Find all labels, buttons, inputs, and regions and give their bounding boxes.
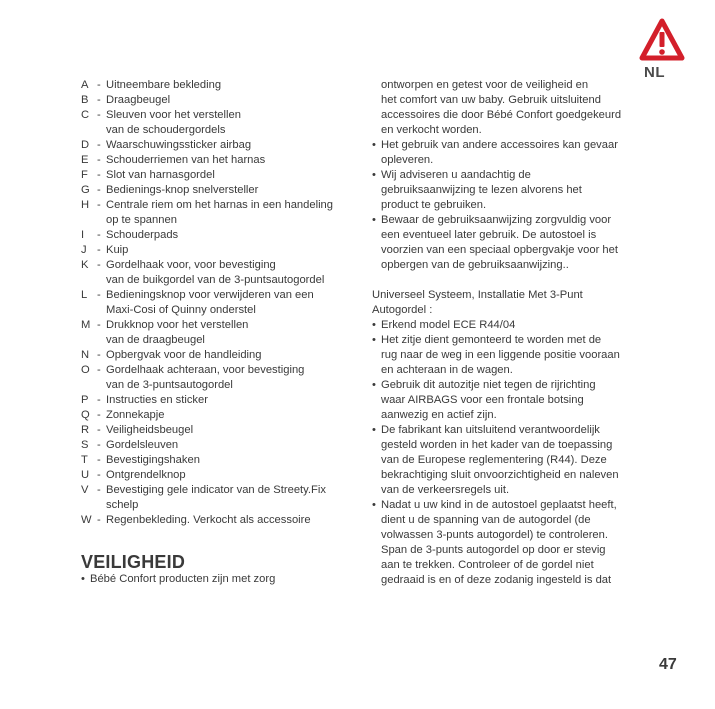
part-dash: - [97,439,101,451]
part-dash: - [97,184,101,196]
text-line: Het gebruik van andere accessoires kan gevaar [381,139,618,151]
bullet-item [372,378,640,423]
part-text: Ontgrendelknop [106,469,186,481]
part-dash: - [97,169,101,181]
part-item [81,483,353,513]
bullet-dot: • [372,424,376,436]
part-item [81,108,353,138]
part-text-continued: van de schoudergordels [106,124,226,136]
part-dash: - [97,484,101,496]
part-dash: - [97,454,101,466]
part-letter: P [81,394,89,406]
part-letter: Q [81,409,90,421]
part-letter: W [81,514,92,526]
part-dash: - [97,139,101,151]
part-dash: - [97,409,101,421]
right-column [372,78,640,588]
part-text: Gordelhaak voor, voor bevestiging [106,259,276,271]
part-letter: L [81,289,88,301]
text-line: opbergen van de gebruiksaanwijzing.. [381,259,569,271]
text-line: bekrachtiging sluit onvoorzichtigheid en naleven [381,469,619,481]
part-dash: - [97,154,101,166]
text-line: volwassen 3-punts autogordel) te controleren. [381,529,608,541]
part-letter: N [81,349,90,361]
part-text: Bedieningsknop voor verwijderen van een [106,289,314,301]
part-letter: F [81,169,88,181]
part-letter: E [81,154,89,166]
part-item [81,393,353,408]
part-dash: - [97,199,101,211]
part-text: Instructies en sticker [106,394,208,406]
part-text-continued: Maxi-Cosi of Quinny onderstel [106,304,256,316]
part-item [81,423,353,438]
safety-intro-continued [372,78,640,138]
heading-line: Autogordel : [372,304,433,316]
part-dash: - [97,394,101,406]
text-line: Span de 3-punts autogordel op door er stevig [381,544,606,556]
part-letter: H [81,199,90,211]
language-code: NL [644,64,665,81]
part-text: Draagbeugel [106,94,171,106]
parts-list [81,78,353,528]
text-line: Het zitje dient gemonteerd te worden met de [381,334,602,346]
text-line: product te gebruiken. [381,199,487,211]
part-text: Bedienings-knop snelversteller [106,184,259,196]
part-dash: - [97,79,101,91]
part-item [81,468,353,483]
part-item [81,153,353,168]
text-line: van de Europese reglementering (R44). Deze [381,454,607,466]
bullet-item [372,168,640,213]
part-item [81,513,353,528]
part-text: Bevestigingshaken [106,454,200,466]
part-text: Drukknop voor het verstellen [106,319,249,331]
part-text: Opbergvak voor de handleiding [106,349,262,361]
part-item [81,363,353,393]
part-item [81,243,353,258]
part-item [81,183,353,198]
part-text: Zonnekapje [106,409,165,421]
part-letter: J [81,244,87,256]
part-text: Gordelsleuven [106,439,179,451]
bullet-dot: • [372,319,376,331]
part-item [81,408,353,423]
part-letter: C [81,109,90,121]
part-text: Slot van harnasgordel [106,169,215,181]
part-letter: A [81,79,89,91]
part-item [81,318,353,348]
bullet-dot: • [81,573,85,585]
part-letter: B [81,94,89,106]
text-line: van de verkeersregels uit. [381,484,510,496]
bullet-dot: • [372,214,376,226]
part-text: Centrale riem om het harnas in een handeling [106,199,333,211]
text-line: gesteld worden in het kader van de toepassing [381,439,613,451]
part-text: Waarschuwingssticker airbag [106,139,252,151]
bullet-dot: • [372,334,376,346]
text-line: aan te trekken. Controleer of de gordel niet [381,559,594,571]
text-line: gebruiksaanwijzing te lezen alvorens het [381,184,582,196]
part-item [81,348,353,363]
warning-triangle-icon [639,18,685,62]
bullet-dot: • [372,379,376,391]
bullet-dot: • [372,169,376,181]
text-line: en achteraan in de wagen. [381,364,513,376]
part-text-continued: schelp [106,499,139,511]
safety-intro: • Bébé Confort producten zijn met zorg [81,573,276,585]
text-line: gedraaid is en of deze zodanig ingesteld is dat [381,574,612,586]
text-line: dient u de spanning van de autogordel (de [381,514,591,526]
part-letter: V [81,484,89,496]
part-letter: R [81,424,90,436]
part-item [81,228,353,243]
part-item [81,438,353,453]
text-line: Bewaar de gebruiksaanwijzing zorgvuldig voor [381,214,612,226]
part-item [81,168,353,183]
part-item [81,258,353,288]
text-line: Wij adviseren u aandachtig de [381,169,531,181]
part-dash: - [97,244,101,256]
part-letter: D [81,139,90,151]
bullet-dot: • [372,139,376,151]
part-text: Sleuven voor het verstellen [106,109,241,121]
part-item [81,453,353,468]
part-text: Regenbekleding. Verkocht als accessoire [106,514,311,526]
part-dash: - [97,259,101,271]
text-line: een eventueel later gebruik. De autostoel is [381,229,597,241]
text-line: accessoires die door Bébé Confort goedgekeurd [381,109,622,121]
section-title-safety: VEILIGHEID [81,552,186,572]
part-letter: U [81,469,90,481]
part-item [81,138,353,153]
part-dash: - [97,469,101,481]
bullet-item [372,138,640,168]
part-dash: - [97,514,101,526]
part-text: Veiligheidsbeugel [106,424,194,436]
text-line: opleveren. [381,154,434,166]
universal-bullets [372,318,640,588]
part-letter: S [81,439,89,451]
part-dash: - [97,289,101,301]
text-line: Nadat u uw kind in de autostoel geplaatst heeft, [381,499,617,511]
part-text: Kuip [106,244,129,256]
text-line: aanwezig en actief zijn. [381,409,497,421]
text-line: waar AIRBAGS voor een frontale botsing [381,394,584,406]
part-dash: - [97,319,101,331]
text-line: ontworpen en getest voor de veiligheid en [381,79,589,91]
part-text: Schouderpads [106,229,179,241]
part-text-continued: van de draagbeugel [106,334,205,346]
part-letter: I [81,229,85,241]
bullet-item [372,498,640,588]
bullet-item [372,318,640,333]
text-line: het comfort van uw baby. Gebruik uitsluitend [381,94,601,106]
part-dash: - [97,349,101,361]
part-letter: M [81,319,91,331]
part-text-continued: van de 3-puntsautogordel [106,379,233,391]
part-dash: - [97,109,101,121]
part-item [81,198,353,228]
part-letter: O [81,364,90,376]
part-letter: T [81,454,88,466]
part-text: Gordelhaak achteraan, voor bevestiging [106,364,305,376]
bullet-dot: • [372,499,376,511]
text-line: en verkocht worden. [381,124,482,136]
part-item [81,93,353,108]
text-line: Erkend model ECE R44/04 [381,319,516,331]
text-line: voorzien van een speciaal opbergvakje voor het [381,244,618,256]
part-letter: G [81,184,90,196]
bullet-item [372,423,640,498]
part-dash: - [97,424,101,436]
universal-system-heading [372,288,640,318]
text-line: rug naar de weg in een liggende positie vooraan [381,349,620,361]
bullet-item [372,213,640,273]
page-number: 47 [659,656,677,673]
part-item [81,78,353,93]
part-text-continued: op te spannen [106,214,177,226]
part-text: Bevestiging gele indicator van de Streety.Fix [106,484,326,496]
part-letter: K [81,259,89,271]
text-line: De fabrikant kan uitsluitend verantwoordelijk [381,424,600,436]
part-dash: - [97,364,101,376]
part-dash: - [97,229,101,241]
part-text-continued: van de buikgordel van de 3-puntsautogordel [106,274,325,286]
left-column [81,78,353,587]
part-text: Schouderriemen van het harnas [106,154,266,166]
part-text: Uitneembare bekleding [106,79,222,91]
text-line: Gebruik dit autozitje niet tegen de rijrichting [381,379,596,391]
safety-bullets [372,138,640,273]
part-item [81,288,353,318]
bullet-item [372,333,640,378]
heading-line: Universeel Systeem, Installatie Met 3-Punt [372,289,583,301]
part-dash: - [97,94,101,106]
